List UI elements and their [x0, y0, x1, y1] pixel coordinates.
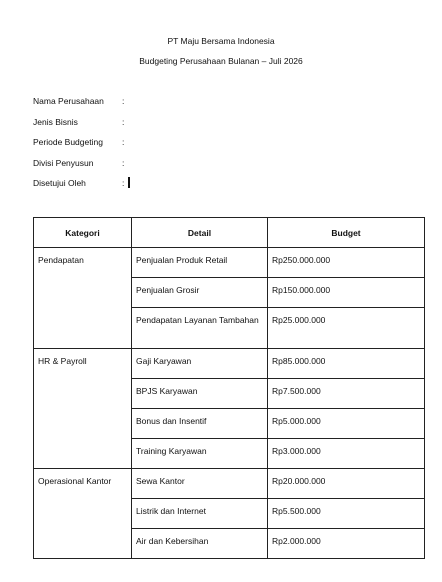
budget-cell[interactable]: Rp250.000.000: [268, 248, 425, 278]
budget-cell[interactable]: Rp20.000.000: [268, 469, 425, 499]
table-row: [34, 248, 425, 278]
info-colon: :: [122, 178, 125, 188]
table-row: [34, 469, 425, 499]
category-cell-pendapatan[interactable]: Pendapatan: [34, 248, 132, 349]
info-colon: :: [122, 157, 125, 168]
detail-cell[interactable]: Training Karyawan: [132, 439, 268, 469]
text-cursor: [128, 177, 130, 188]
detail-cell[interactable]: Pendapatan Layanan Tambahan: [132, 308, 268, 349]
detail-cell[interactable]: Air dan Kebersihan: [132, 529, 268, 559]
detail-cell[interactable]: Bonus dan Insentif: [132, 409, 268, 439]
budget-cell[interactable]: Rp3.000.000: [268, 439, 425, 469]
detail-cell[interactable]: Penjualan Produk Retail: [132, 248, 268, 278]
info-label: Jenis Bisnis: [33, 116, 78, 127]
detail-cell[interactable]: Sewa Kantor: [132, 469, 268, 499]
budget-cell[interactable]: Rp7.500.000: [268, 379, 425, 409]
info-colon: :: [122, 116, 125, 127]
company-title: PT Maju Bersama Indonesia: [167, 36, 275, 46]
budget-cell[interactable]: Rp85.000.000: [268, 349, 425, 379]
column-header-detail[interactable]: Detail: [132, 218, 268, 248]
budget-cell[interactable]: Rp2.000.000: [268, 529, 425, 559]
info-label: Divisi Penyusun: [33, 157, 94, 168]
info-label: Nama Perusahaan: [33, 96, 104, 106]
detail-cell[interactable]: Listrik dan Internet: [132, 499, 268, 529]
budget-cell[interactable]: Rp5.000.000: [268, 409, 425, 439]
budget-cell[interactable]: Rp25.000.000: [268, 308, 425, 349]
table-row: [34, 349, 425, 379]
column-header-kategori[interactable]: Kategori: [34, 218, 132, 248]
info-label: Disetujui Oleh: [33, 178, 86, 188]
detail-cell[interactable]: BPJS Karyawan: [132, 379, 268, 409]
budget-table: [33, 217, 425, 559]
category-cell-hr-payroll[interactable]: HR & Payroll: [34, 349, 132, 469]
budget-cell[interactable]: Rp150.000.000: [268, 278, 425, 308]
info-colon: :: [122, 137, 125, 147]
budget-cell[interactable]: Rp5.500.000: [268, 499, 425, 529]
detail-cell[interactable]: Gaji Karyawan: [132, 349, 268, 379]
document-subtitle: Budgeting Perusahaan Bulanan – Juli 2026: [139, 56, 303, 66]
table-header-row: [34, 218, 425, 248]
detail-cell[interactable]: Penjualan Grosir: [132, 278, 268, 308]
info-label: Periode Budgeting: [33, 137, 103, 147]
info-colon: :: [122, 96, 125, 106]
column-header-budget[interactable]: Budget: [268, 218, 425, 248]
category-cell-operasional-kantor[interactable]: Operasional Kantor: [34, 469, 132, 559]
